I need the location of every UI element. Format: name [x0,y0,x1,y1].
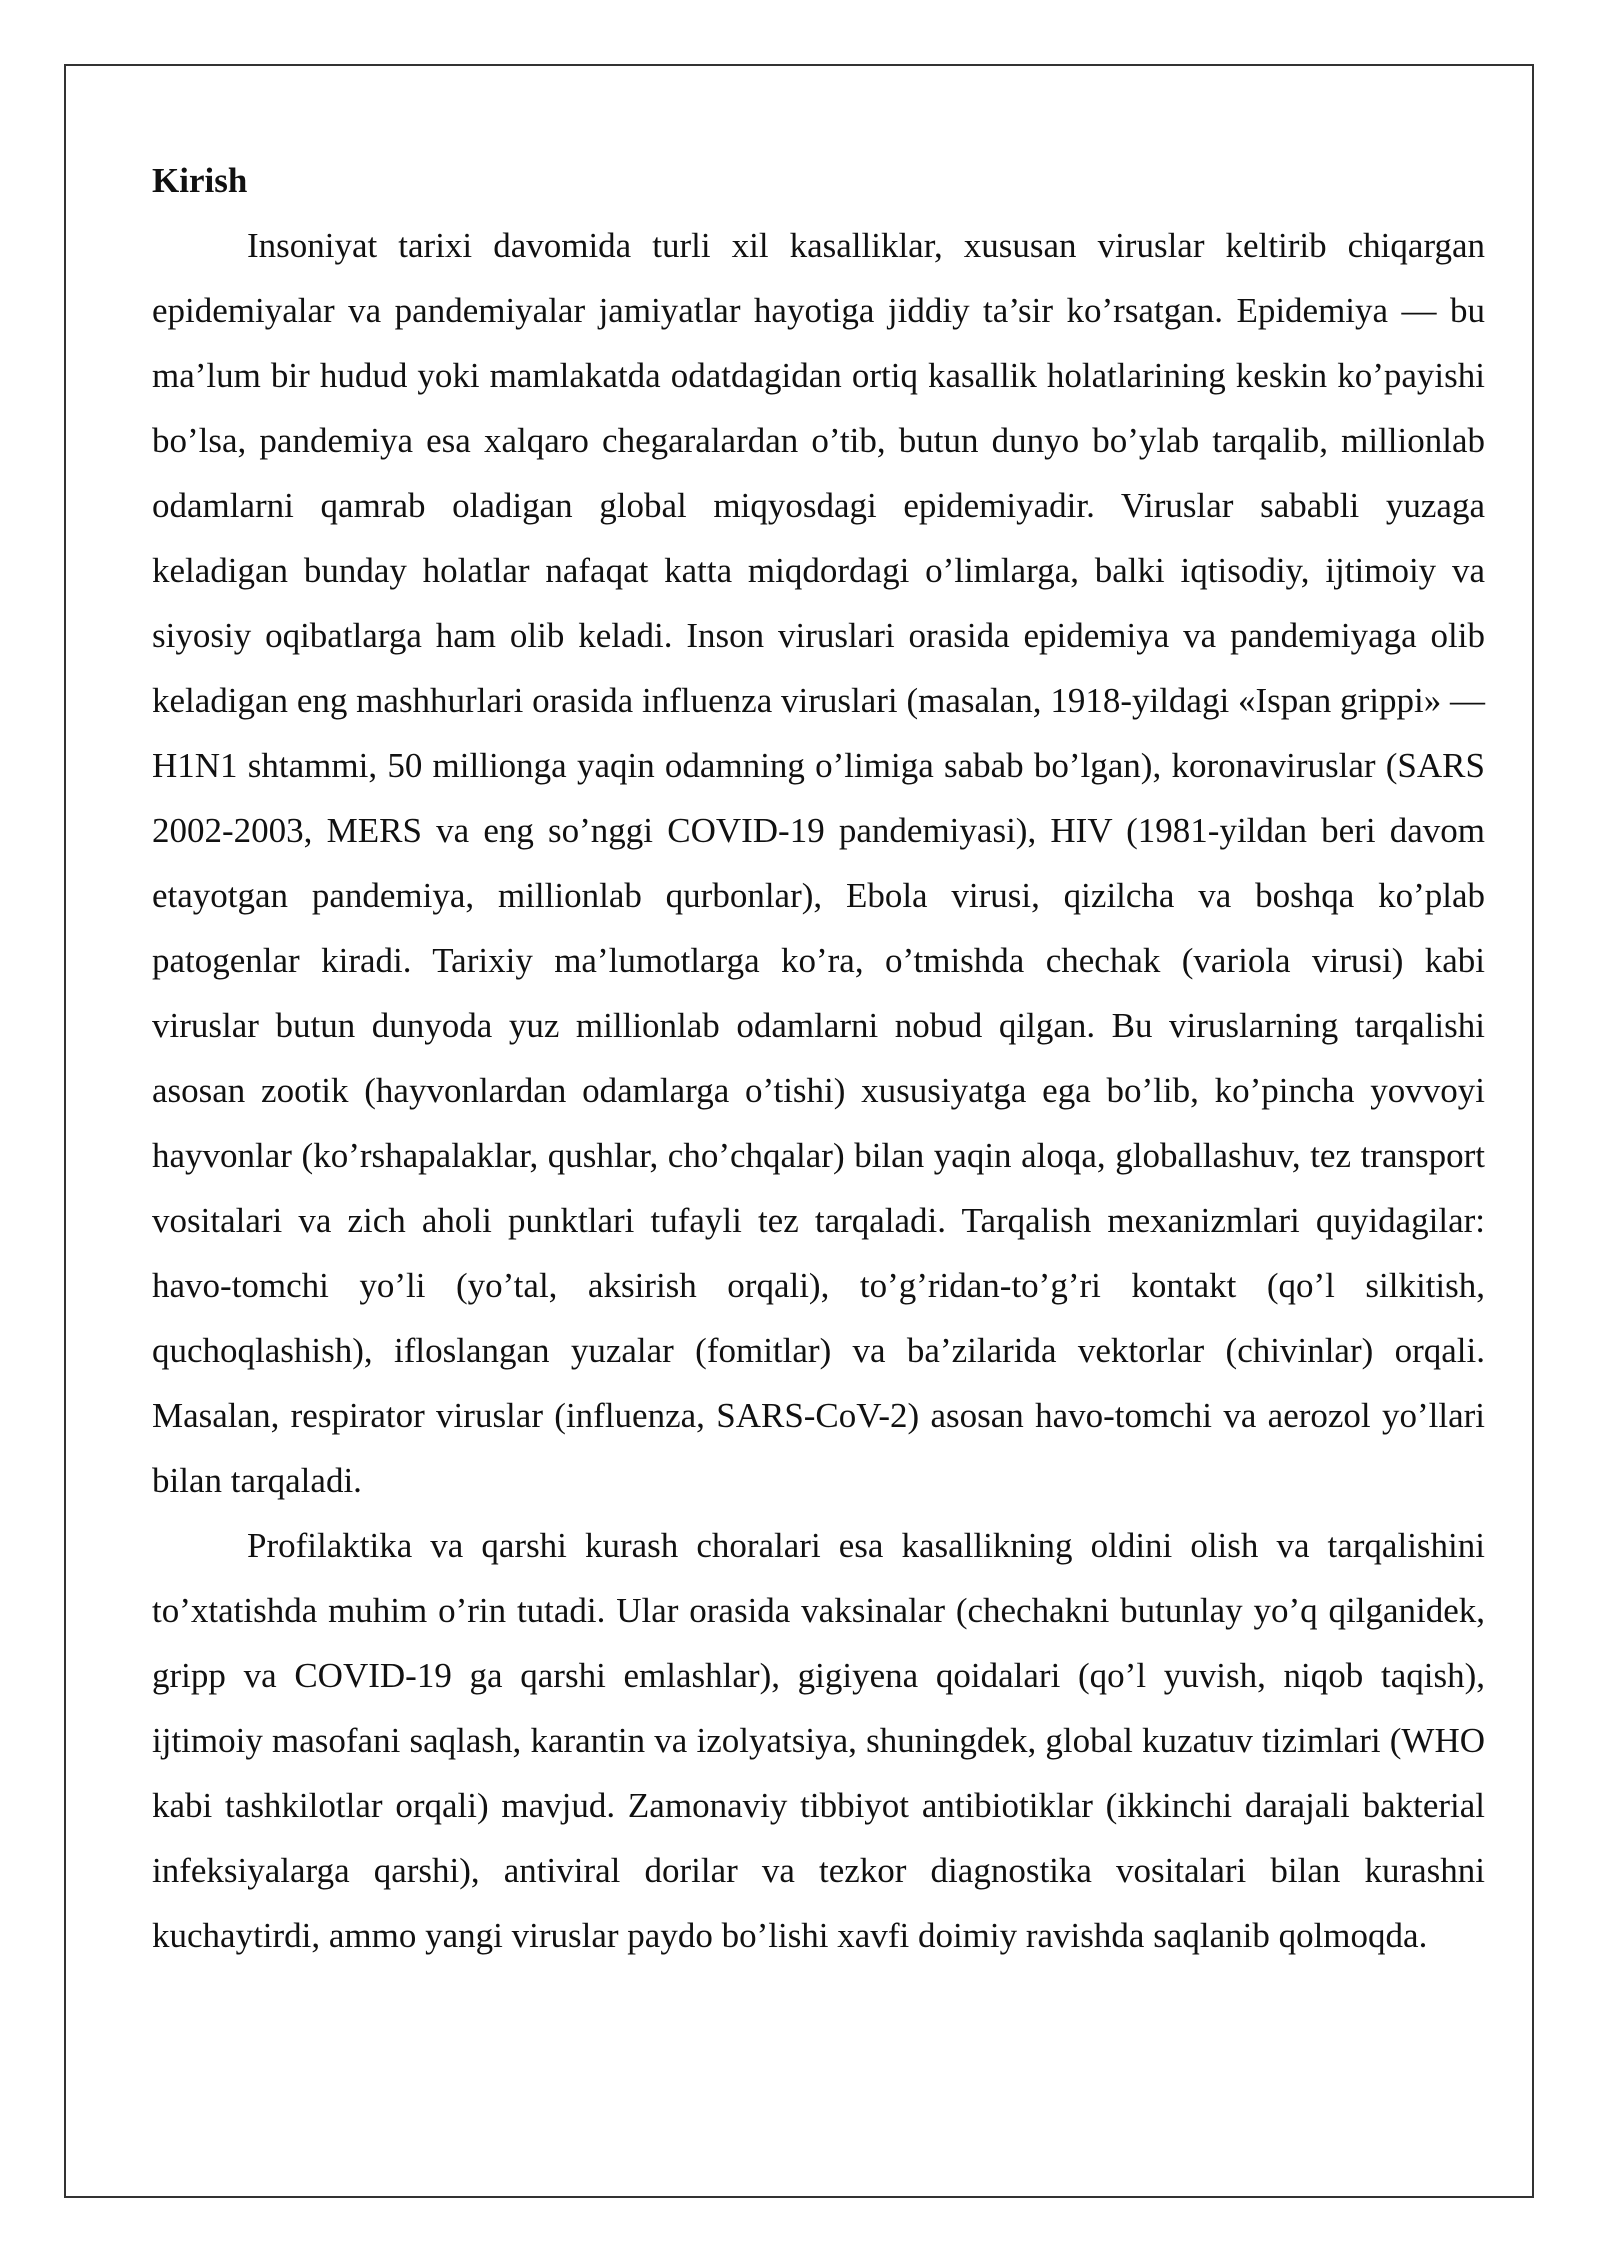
document-body [152,148,1485,1968]
paragraph-prevention: Profilaktika va qarshi kurash choralari esa kasallikning oldini olish va tarqalishini to’xtatishda muhim o’rin tutadi. Ular orasida vaksinalar (chechakni butunlay yo’q qilganidek, gripp va COVID-19 ga qarshi emlashlar), gigiyena qoidalari (qo’l yuvish, niqob taqish), ijtimoiy masofani saqlash, karantin va izolyatsiya, shuningdek, global kuzatuv tizimlari (WHO kabi tashkilotlar orqali) mavjud. Zamonaviy tibbiyot antibiotiklar (ikkinchi darajali bakterial infeksiyalarga qarshi), antiviral dorilar va tezkor diagnostika vositalari bilan kurashni kuchaytirdi, ammo yangi viruslar paydo bo’lishi xavfi doimiy ravishda saqlanib qolmoqda. [152,1526,1485,1955]
paragraph-intro: Insoniyat tarixi davomida turli xil kasalliklar, xususan viruslar keltirib chiqargan epidemiyalar va pandemiyalar jamiyatlar hayotiga jiddiy ta’sir ko’rsatgan. Epidemiya — bu ma’lum bir hudud yoki mamlakatda odatdagidan ortiq kasallik holatlarining keskin ko’payishi bo’lsa, pandemiya esa xalqaro chegaralardan o’tib, butun dunyo bo’ylab tarqalib, millionlab odamlarni qamrab oladigan global miqyosdagi epidemiyadir. Viruslar sababli yuzaga keladigan bunday holatlar nafaqat katta miqdordagi o’limlarga, balki iqtisodiy, ijtimoiy va siyosiy oqibatlarga ham olib keladi. Inson viruslari orasida epidemiya va pandemiyaga olib keladigan eng mashhurlari orasida influenza viruslari (masalan, 1918-yildagi «Ispan grippi» — H1N1 shtammi, 50 millionga yaqin odamning o’limiga sabab bo’lgan), koronaviruslar (SARS 2002-2003, MERS va eng so’nggi COVID-19 pandemiyasi), HIV (1981-yildan beri davom etayotgan pandemiya, millionlab qurbonlar), Ebola virusi, qizilcha va boshqa ko’plab patogenlar kiradi. Tarixiy ma’lumotlarga ko’ra, o’tmishda chechak (variola virusi) kabi viruslar butun dunyoda yuz millionlab odamlarni nobud qilgan. Bu viruslarning tarqalishi asosan zootik (hayvonlardan odamlarga o’tishi) xususiyatga ega bo’lib, ko’pincha yovvoyi hayvonlar (ko’rshapalaklar, qushlar, cho’chqalar) bilan yaqin aloqa, globallashuv, tez transport vositalari va zich aholi punktlari tufayli tez tarqaladi. Tarqalish mexanizmlari quyidagilar: havo-tomchi yo’li (yo’tal, aksirish orqali), to’g’ridan-to’g’ri kontakt (qo’l silkitish, quchoqlashish), ifloslangan yuzalar (fomitlar) va ba’zilarida vektorlar (chivinlar) orqali. Masalan, respirator viruslar (influenza, SARS-CoV-2) asosan havo-tomchi va aerozol yo’llari bilan tarqaladi. [152,226,1485,1500]
section-heading: Kirish [152,161,248,200]
